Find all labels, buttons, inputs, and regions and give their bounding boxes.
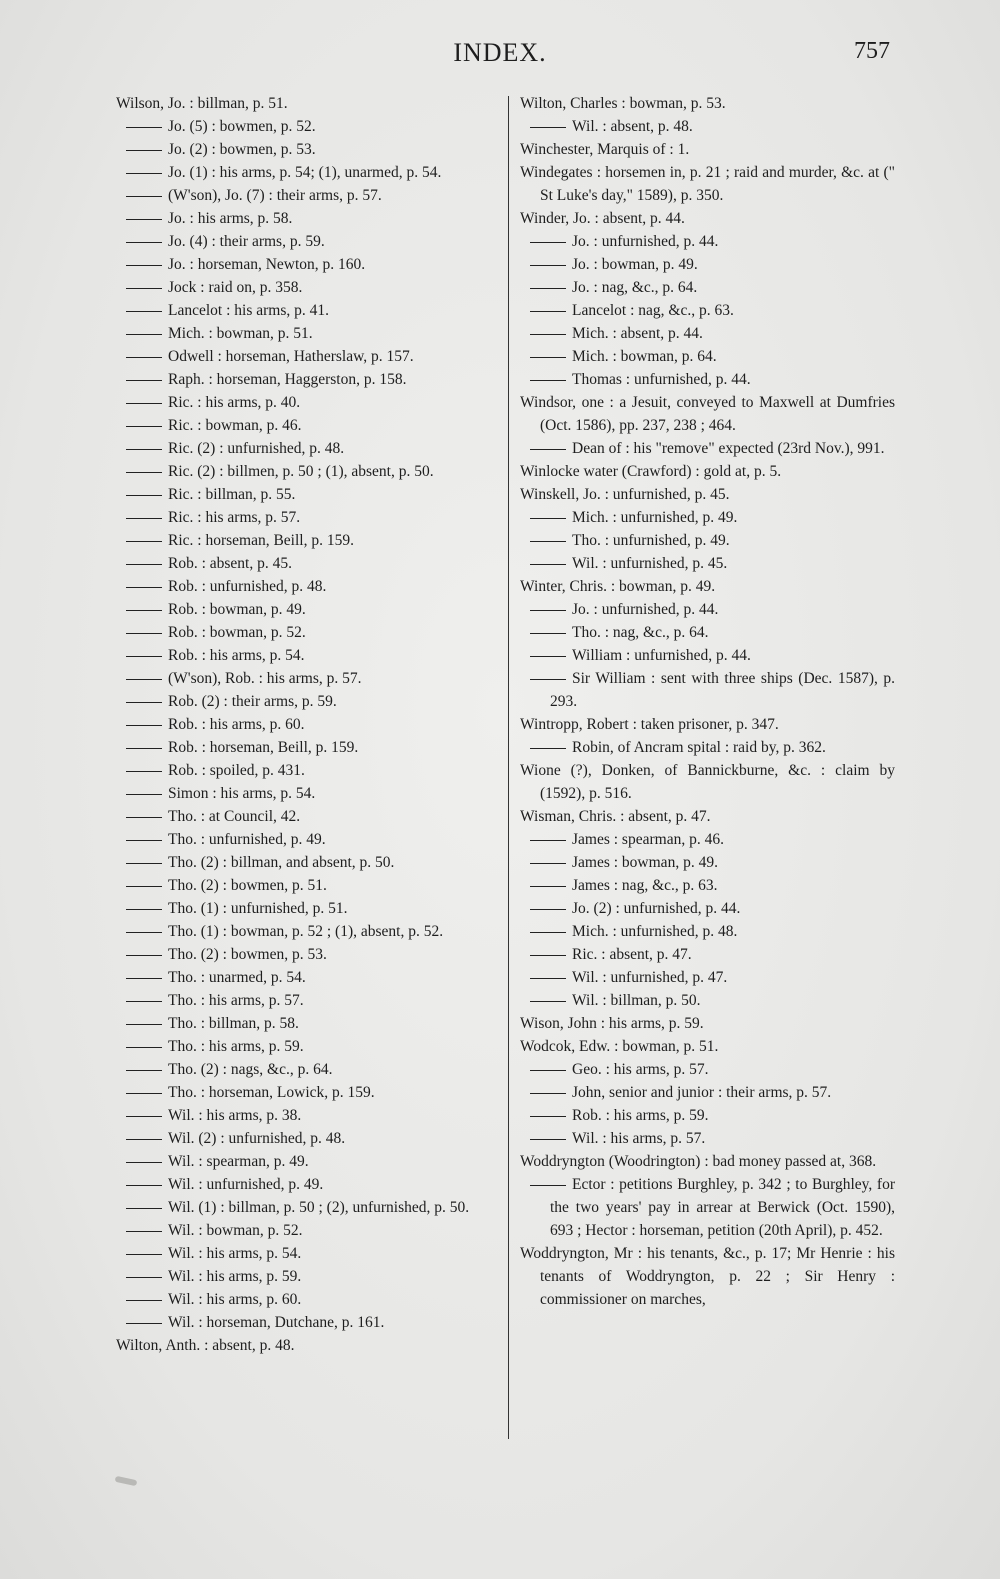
index-subentry xyxy=(116,161,491,184)
index-subentry xyxy=(116,1081,491,1104)
index-entry xyxy=(520,713,895,736)
ditto-dash xyxy=(126,495,162,496)
index-subentry xyxy=(116,828,491,851)
index-subentry xyxy=(116,1035,491,1058)
index-subentry xyxy=(116,138,491,161)
index-subentry xyxy=(116,920,491,943)
entry-text: Wil. : his arms, p. 54. xyxy=(168,1245,302,1262)
entry-text: Wilton, Charles : bowman, p. 53. xyxy=(520,95,726,112)
index-subentry xyxy=(116,414,491,437)
entry-text: Winlocke water (Crawford) : gold at, p. 5. xyxy=(520,463,782,480)
ditto-dash xyxy=(530,1185,566,1186)
ditto-dash xyxy=(530,656,566,657)
entry-text: Thomas : unfurnished, p. 44. xyxy=(572,371,751,388)
entry-text: Wil. : his arms, p. 57. xyxy=(572,1130,706,1147)
ditto-dash xyxy=(530,1070,566,1071)
entry-text: Lancelot : his arms, p. 41. xyxy=(168,302,329,319)
entry-text: Rob. : absent, p. 45. xyxy=(168,555,292,572)
ditto-dash xyxy=(126,472,162,473)
ditto-dash xyxy=(126,771,162,772)
index-subentry xyxy=(116,230,491,253)
ditto-dash xyxy=(530,863,566,864)
index-subentry xyxy=(116,897,491,920)
index-subentry xyxy=(520,1081,895,1104)
entry-text: Jo. : unfurnished, p. 44. xyxy=(572,233,719,250)
ditto-dash xyxy=(530,357,566,358)
entry-text: Wil. : unfurnished, p. 47. xyxy=(572,969,728,986)
ditto-dash xyxy=(126,909,162,910)
ditto-dash xyxy=(126,1254,162,1255)
entry-text: Wil. : unfurnished, p. 49. xyxy=(168,1176,324,1193)
ditto-dash xyxy=(126,886,162,887)
ditto-dash xyxy=(126,242,162,243)
index-subentry xyxy=(520,552,895,575)
entry-text: James : bowman, p. 49. xyxy=(572,854,718,871)
entry-text: Tho. : his arms, p. 59. xyxy=(168,1038,304,1055)
ditto-dash xyxy=(530,909,566,910)
index-subentry xyxy=(116,1288,491,1311)
entry-text: Wisman, Chris. : absent, p. 47. xyxy=(520,808,711,825)
index-subentry xyxy=(116,1012,491,1035)
ditto-dash xyxy=(126,541,162,542)
entry-text: Mich. : bowman, p. 64. xyxy=(572,348,717,365)
entry-text: Geo. : his arms, p. 57. xyxy=(572,1061,709,1078)
entry-text: Ric. : bowman, p. 46. xyxy=(168,417,302,434)
index-subentry xyxy=(520,1127,895,1150)
column-divider xyxy=(508,96,509,1439)
entry-text: Winder, Jo. : absent, p. 44. xyxy=(520,210,685,227)
index-subentry xyxy=(116,713,491,736)
ditto-dash xyxy=(126,380,162,381)
index-entry xyxy=(520,1242,895,1311)
entry-text: Tho. (2) : billman, and absent, p. 50. xyxy=(168,854,395,871)
entry-text: Jo. (1) : his arms, p. 54; (1), unarmed, p. 54. xyxy=(168,164,442,181)
index-subentry xyxy=(520,1058,895,1081)
entry-text: Tho. : his arms, p. 57. xyxy=(168,992,304,1009)
entry-text: Wison, John : his arms, p. 59. xyxy=(520,1015,704,1032)
index-subentry xyxy=(116,874,491,897)
entry-text: Wil. : billman, p. 50. xyxy=(572,992,701,1009)
entry-text: Winter, Chris. : bowman, p. 49. xyxy=(520,578,716,595)
index-subentry xyxy=(116,322,491,345)
ditto-dash xyxy=(530,633,566,634)
index-subentry xyxy=(116,529,491,552)
ditto-dash xyxy=(530,932,566,933)
ditto-dash xyxy=(126,1024,162,1025)
index-subentry xyxy=(116,1196,491,1219)
index-subentry xyxy=(116,851,491,874)
entry-text: Raph. : horseman, Haggerston, p. 158. xyxy=(168,371,407,388)
entry-text: Wilton, Anth. : absent, p. 48. xyxy=(116,1337,295,1354)
entry-text: Tho. : billman, p. 58. xyxy=(168,1015,299,1032)
ditto-dash xyxy=(126,449,162,450)
ditto-dash xyxy=(126,863,162,864)
index-entry xyxy=(520,575,895,598)
entry-text: Sir William : sent with three ships (Dec. 1587), p. 293. xyxy=(550,670,895,710)
index-subentry xyxy=(520,276,895,299)
entry-text: Rob. : horseman, Beill, p. 159. xyxy=(168,739,359,756)
ditto-dash xyxy=(530,1093,566,1094)
ditto-dash xyxy=(530,127,566,128)
ditto-dash xyxy=(126,357,162,358)
index-entry xyxy=(520,161,895,207)
index-subentry xyxy=(520,368,895,391)
entry-text: Wil. (2) : unfurnished, p. 48. xyxy=(168,1130,346,1147)
index-subentry xyxy=(520,598,895,621)
index-subentry xyxy=(116,299,491,322)
entry-text: Tho. (1) : bowman, p. 52 ; (1), absent, p. 52. xyxy=(168,923,444,940)
entry-text: Rob. : bowman, p. 49. xyxy=(168,601,306,618)
index-subentry xyxy=(116,253,491,276)
index-subentry xyxy=(116,736,491,759)
index-subentry xyxy=(520,230,895,253)
entry-text: Wil. : his arms, p. 38. xyxy=(168,1107,302,1124)
entry-text: (W'son), Rob. : his arms, p. 57. xyxy=(168,670,362,687)
ditto-dash xyxy=(126,150,162,151)
index-subentry xyxy=(520,874,895,897)
index-subentry xyxy=(520,621,895,644)
ditto-dash xyxy=(126,840,162,841)
ditto-dash xyxy=(126,978,162,979)
index-subentry xyxy=(520,851,895,874)
index-subentry xyxy=(520,920,895,943)
ditto-dash xyxy=(126,794,162,795)
index-subentry xyxy=(116,184,491,207)
entry-text: Wione (?), Donken, of Bannickburne, &c. : claim by (1592), p. 516. xyxy=(520,762,895,802)
index-subentry xyxy=(116,1058,491,1081)
index-entry xyxy=(520,759,895,805)
index-subentry xyxy=(116,989,491,1012)
entry-text: Rob. (2) : their arms, p. 59. xyxy=(168,693,337,710)
entry-text: Robin, of Ancram spital : raid by, p. 362. xyxy=(572,739,826,756)
entry-text: Ric. : horseman, Beill, p. 159. xyxy=(168,532,354,549)
index-subentry xyxy=(520,506,895,529)
entry-text: Rob. : bowman, p. 52. xyxy=(168,624,306,641)
ditto-dash xyxy=(530,1001,566,1002)
ditto-dash xyxy=(126,679,162,680)
entry-text: Windegates : horsemen in, p. 21 ; raid and murder, &c. at (" St Luke's day," 1589), p. 350. xyxy=(520,164,895,204)
ditto-dash xyxy=(126,219,162,220)
index-subentry xyxy=(116,368,491,391)
entry-text: Jo. (4) : their arms, p. 59. xyxy=(168,233,325,250)
entry-text: Tho. (1) : unfurnished, p. 51. xyxy=(168,900,348,917)
ditto-dash xyxy=(126,1185,162,1186)
entry-text: Ric. : billman, p. 55. xyxy=(168,486,296,503)
ditto-dash xyxy=(530,886,566,887)
ditto-dash xyxy=(530,449,566,450)
index-entry xyxy=(520,483,895,506)
index-subentry xyxy=(116,460,491,483)
entry-text: Wil. : absent, p. 48. xyxy=(572,118,693,135)
entry-text: Wil. : spearman, p. 49. xyxy=(168,1153,309,1170)
ditto-dash xyxy=(530,978,566,979)
entry-text: Woddryngton (Woodrington) : bad money passed at, 368. xyxy=(520,1153,877,1170)
entry-text: Wil. : unfurnished, p. 45. xyxy=(572,555,728,572)
ditto-dash xyxy=(126,1300,162,1301)
page-title: INDEX. xyxy=(453,38,547,67)
ditto-dash xyxy=(126,196,162,197)
entry-text: Ric. (2) : unfurnished, p. 48. xyxy=(168,440,345,457)
entry-text: Ric. : his arms, p. 57. xyxy=(168,509,301,526)
ditto-dash xyxy=(530,1116,566,1117)
entry-text: Windsor, one : a Jesuit, conveyed to Maxwell at Dumfries (Oct. 1586), pp. 237, 238 ; 464. xyxy=(520,394,895,434)
entry-text: Jo. : nag, &c., p. 64. xyxy=(572,279,698,296)
index-subentry xyxy=(116,552,491,575)
entry-text: Jo. : his arms, p. 58. xyxy=(168,210,293,227)
ditto-dash xyxy=(126,173,162,174)
index-subentry xyxy=(520,115,895,138)
entry-text: Tho. : unarmed, p. 54. xyxy=(168,969,306,986)
index-subentry xyxy=(520,437,895,460)
ditto-dash xyxy=(530,1139,566,1140)
entry-text: Jock : raid on, p. 358. xyxy=(168,279,303,296)
index-entry xyxy=(520,207,895,230)
index-subentry xyxy=(116,943,491,966)
index-subentry xyxy=(520,644,895,667)
index-subentry xyxy=(116,805,491,828)
index-subentry xyxy=(116,1311,491,1334)
entry-text: Tho. (2) : bowmen, p. 53. xyxy=(168,946,327,963)
ditto-dash xyxy=(530,955,566,956)
entry-text: Rob. : unfurnished, p. 48. xyxy=(168,578,327,595)
index-subentry xyxy=(116,966,491,989)
ditto-dash xyxy=(126,311,162,312)
index-subentry xyxy=(116,644,491,667)
ditto-dash xyxy=(126,334,162,335)
ditto-dash xyxy=(126,1047,162,1048)
ditto-dash xyxy=(126,1116,162,1117)
ditto-dash xyxy=(126,1231,162,1232)
entry-text: Ector : petitions Burghley, p. 342 ; to Burghley, for the two years' pay in arrear at Berwick (Oct. 1590), 693 ; Hector : horseman, petition (20th April), p. 452. xyxy=(550,1176,895,1239)
index-entry xyxy=(520,805,895,828)
entry-text: James : nag, &c., p. 63. xyxy=(572,877,718,894)
ditto-dash xyxy=(126,633,162,634)
index-subentry xyxy=(116,1173,491,1196)
entry-text: Tho. : horseman, Lowick, p. 159. xyxy=(168,1084,375,1101)
index-entry xyxy=(520,391,895,437)
ditto-dash xyxy=(530,288,566,289)
entry-text: Wilson, Jo. : billman, p. 51. xyxy=(116,95,288,112)
ditto-dash xyxy=(530,518,566,519)
entry-text: Wil. (1) : billman, p. 50 ; (2), unfurnished, p. 50. xyxy=(168,1199,470,1216)
index-subentry xyxy=(520,299,895,322)
ink-smudge xyxy=(115,1476,138,1486)
ditto-dash xyxy=(126,1139,162,1140)
index-subentry xyxy=(116,1127,491,1150)
index-subentry xyxy=(116,782,491,805)
index-subentry xyxy=(116,207,491,230)
index-subentry xyxy=(116,598,491,621)
entry-text: Tho. : at Council, 42. xyxy=(168,808,301,825)
index-subentry xyxy=(520,529,895,552)
entry-text: Tho. (2) : bowmen, p. 51. xyxy=(168,877,327,894)
index-subentry xyxy=(520,966,895,989)
entry-text: Dean of : his "remove" expected (23rd Nov.), 991. xyxy=(572,440,885,457)
entry-text: Ric. (2) : billmen, p. 50 ; (1), absent, p. 50. xyxy=(168,463,434,480)
ditto-dash xyxy=(126,725,162,726)
entry-text: Wil. : his arms, p. 59. xyxy=(168,1268,302,1285)
index-subentry xyxy=(520,943,895,966)
ditto-dash xyxy=(126,403,162,404)
ditto-dash xyxy=(126,518,162,519)
ditto-dash xyxy=(126,1208,162,1209)
entry-text: William : unfurnished, p. 44. xyxy=(572,647,751,664)
index-subentry xyxy=(116,391,491,414)
entry-text: Lancelot : nag, &c., p. 63. xyxy=(572,302,734,319)
ditto-dash xyxy=(126,587,162,588)
entry-text: John, senior and junior : their arms, p. 57. xyxy=(572,1084,832,1101)
ditto-dash xyxy=(126,426,162,427)
ditto-dash xyxy=(126,288,162,289)
entry-text: Tho. : unfurnished, p. 49. xyxy=(168,831,326,848)
ditto-dash xyxy=(126,748,162,749)
entry-text: Jo. : bowman, p. 49. xyxy=(572,256,698,273)
index-subentry xyxy=(520,667,895,713)
index-subentry xyxy=(116,1150,491,1173)
ditto-dash xyxy=(126,564,162,565)
entry-text: Mich. : absent, p. 44. xyxy=(572,325,703,342)
ditto-dash xyxy=(530,541,566,542)
entry-text: Rob. : his arms, p. 59. xyxy=(572,1107,709,1124)
entry-text: Mich. : unfurnished, p. 48. xyxy=(572,923,738,940)
entry-text: Winskell, Jo. : unfurnished, p. 45. xyxy=(520,486,730,503)
index-subentry xyxy=(116,437,491,460)
entry-text: Jo. (2) : bowmen, p. 53. xyxy=(168,141,316,158)
entry-text: Wodcok, Edw. : bowman, p. 51. xyxy=(520,1038,719,1055)
index-column-left xyxy=(116,92,491,1357)
entry-text: Jo. : horseman, Newton, p. 160. xyxy=(168,256,366,273)
entry-text: Wintropp, Robert : taken prisoner, p. 347. xyxy=(520,716,779,733)
entry-text: Simon : his arms, p. 54. xyxy=(168,785,316,802)
ditto-dash xyxy=(530,679,566,680)
index-subentry xyxy=(520,345,895,368)
index-subentry xyxy=(116,1219,491,1242)
entry-text: Ric. : absent, p. 47. xyxy=(572,946,692,963)
index-subentry xyxy=(116,759,491,782)
index-subentry xyxy=(520,736,895,759)
page-number: 757 xyxy=(854,38,890,64)
index-entry xyxy=(520,1012,895,1035)
index-entry xyxy=(520,92,895,115)
entry-text: Tho. : unfurnished, p. 49. xyxy=(572,532,730,549)
index-entry xyxy=(116,92,491,115)
entry-text: Jo. : unfurnished, p. 44. xyxy=(572,601,719,618)
index-subentry xyxy=(116,667,491,690)
entry-text: Ric. : his arms, p. 40. xyxy=(168,394,301,411)
index-entry xyxy=(520,1035,895,1058)
ditto-dash xyxy=(126,1093,162,1094)
index-subentry xyxy=(520,322,895,345)
index-subentry xyxy=(116,506,491,529)
index-subentry xyxy=(116,1265,491,1288)
ditto-dash xyxy=(126,1277,162,1278)
index-subentry xyxy=(116,483,491,506)
entry-text: Mich. : unfurnished, p. 49. xyxy=(572,509,738,526)
entry-text: Mich. : bowman, p. 51. xyxy=(168,325,313,342)
entry-text: Rob. : his arms, p. 54. xyxy=(168,647,305,664)
index-subentry xyxy=(116,276,491,299)
ditto-dash xyxy=(126,656,162,657)
ditto-dash xyxy=(126,265,162,266)
entry-text: Rob. : spoiled, p. 431. xyxy=(168,762,305,779)
index-subentry xyxy=(520,828,895,851)
entry-text: Winchester, Marquis of : 1. xyxy=(520,141,690,158)
ditto-dash xyxy=(126,1070,162,1071)
ditto-dash xyxy=(126,1001,162,1002)
ditto-dash xyxy=(530,564,566,565)
ditto-dash xyxy=(530,242,566,243)
entry-text: Wil. : horseman, Dutchane, p. 161. xyxy=(168,1314,385,1331)
index-subentry xyxy=(116,345,491,368)
index-entry xyxy=(116,1334,491,1357)
index-subentry xyxy=(520,989,895,1012)
index-entry xyxy=(520,460,895,483)
entry-text: Wil. : his arms, p. 60. xyxy=(168,1291,302,1308)
entry-text: Tho. (2) : nags, &c., p. 64. xyxy=(168,1061,333,1078)
page-header xyxy=(0,30,1000,80)
entry-text: Woddryngton, Mr : his tenants, &c., p. 17; Mr Henrie : his tenants of Woddryngton, p. 22 ; Sir Henry : commissioner on marches, xyxy=(520,1245,895,1308)
index-subentry xyxy=(520,1104,895,1127)
index-entry xyxy=(520,138,895,161)
ditto-dash xyxy=(126,610,162,611)
ditto-dash xyxy=(126,932,162,933)
index-subentry xyxy=(520,253,895,276)
index-column-right xyxy=(520,92,895,1311)
ditto-dash xyxy=(126,1323,162,1324)
index-subentry xyxy=(116,575,491,598)
index-subentry xyxy=(520,897,895,920)
index-subentry xyxy=(116,1242,491,1265)
entry-text: Tho. : nag, &c., p. 64. xyxy=(572,624,709,641)
ditto-dash xyxy=(126,1162,162,1163)
ditto-dash xyxy=(530,334,566,335)
ditto-dash xyxy=(126,127,162,128)
ditto-dash xyxy=(530,311,566,312)
entry-text: James : spearman, p. 46. xyxy=(572,831,724,848)
ditto-dash xyxy=(530,748,566,749)
ditto-dash xyxy=(126,817,162,818)
index-subentry xyxy=(520,1173,895,1242)
ditto-dash xyxy=(530,265,566,266)
entry-text: Wil. : bowman, p. 52. xyxy=(168,1222,303,1239)
index-entry xyxy=(520,1150,895,1173)
ditto-dash xyxy=(530,840,566,841)
entry-text: Jo. (2) : unfurnished, p. 44. xyxy=(572,900,741,917)
ditto-dash xyxy=(530,610,566,611)
ditto-dash xyxy=(126,702,162,703)
entry-text: Odwell : horseman, Hatherslaw, p. 157. xyxy=(168,348,414,365)
index-subentry xyxy=(116,621,491,644)
index-subentry xyxy=(116,1104,491,1127)
entry-text: Rob. : his arms, p. 60. xyxy=(168,716,305,733)
entry-text: (W'son), Jo. (7) : their arms, p. 57. xyxy=(168,187,382,204)
ditto-dash xyxy=(530,380,566,381)
entry-text: Jo. (5) : bowmen, p. 52. xyxy=(168,118,316,135)
ditto-dash xyxy=(126,955,162,956)
index-subentry xyxy=(116,115,491,138)
index-subentry xyxy=(116,690,491,713)
